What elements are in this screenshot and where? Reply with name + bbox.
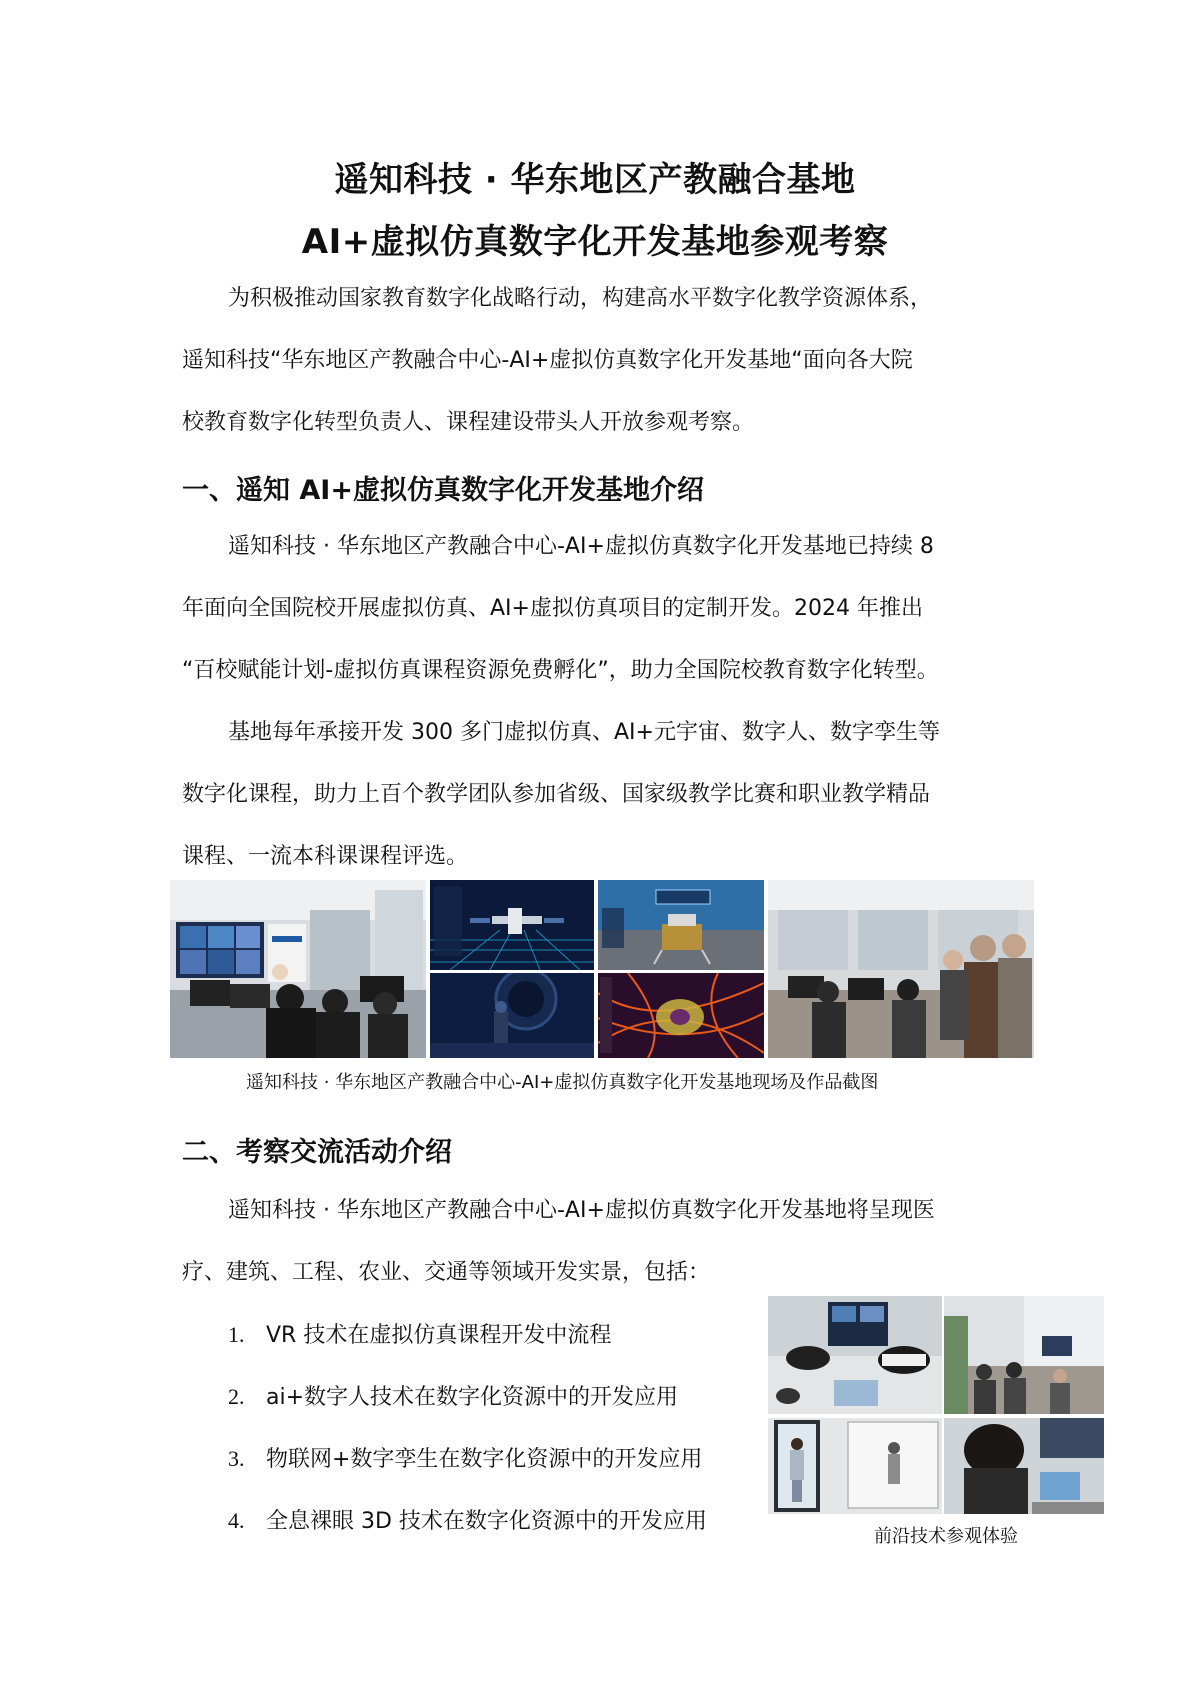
photo-caption-section1: 遥知科技 · 华东地区产教融合中心-AI+虚拟仿真数字化开发基地现场及作品截图 [246, 1072, 879, 1093]
list-text: ai+数字人技术在数字化资源中的开发应用 [266, 1385, 679, 1410]
space-station-render [430, 880, 594, 970]
page-title-line1: 遥知科技 · 华东地区产教融合基地 [334, 160, 856, 200]
section1-para1-line1: 遥知科技 · 华东地区产教融合中心-AI+虚拟仿真数字化开发基地已持续 8 [228, 534, 934, 559]
list-item-3 [228, 1442, 702, 1473]
vr-headsets-photo [768, 1296, 942, 1414]
section2-para-line2: 疗、建筑、工程、农业、交通等领域开发实景，包括： [182, 1260, 711, 1285]
section1-para1-line2: 年面向全国院校开展虚拟仿真、AI+虚拟仿真项目的定制开发。2024 年推出 [182, 596, 923, 621]
section1-para2-line1: 基地每年承接开发 300 多门虚拟仿真、AI+元宇宙、数字人、数字孪生等 [228, 720, 940, 745]
section1-para2-line3: 课程、一流本科课课程评选。 [182, 844, 469, 869]
photo-caption-section2: 前沿技术参观体验 [874, 1526, 1018, 1547]
digital-human-photo [768, 1418, 942, 1514]
list-number: 4. [228, 1508, 245, 1533]
list-text: 全息裸眼 3D 技术在数字化资源中的开发应用 [266, 1509, 707, 1534]
section1-heading: 一、遥知 AI+虚拟仿真数字化开发基地介绍 [182, 475, 704, 506]
visitors-photo [768, 880, 1034, 1058]
section1-para2-line2: 数字化课程，助力上百个教学团队参加省级、国家级教学比赛和职业教学精品 [182, 782, 931, 807]
hands-on-photo [944, 1418, 1104, 1514]
list-item-2 [228, 1380, 678, 1411]
intro-line-3: 校教育数字化转型负责人、课程建设带头人开放参观考察。 [182, 410, 755, 435]
cell-structure-render [598, 973, 764, 1058]
list-item-1 [228, 1318, 611, 1349]
page-title-line2: AI+虚拟仿真数字化开发基地参观考察 [301, 222, 889, 262]
lunar-lander-render [598, 880, 764, 970]
list-number: 1. [228, 1322, 245, 1347]
intro-line-2: 遥知科技“华东地区产教融合中心-AI+虚拟仿真数字化开发基地“面向各大院 [182, 348, 913, 373]
section1-para1-line3: “百校赋能计划-虚拟仿真课程资源免费孵化”，助力全国院校教育数字化转型。 [182, 658, 939, 683]
list-number: 2. [228, 1384, 245, 1409]
section2-para-line1: 遥知科技 · 华东地区产教融合中心-AI+虚拟仿真数字化开发基地将呈现医 [228, 1198, 935, 1223]
list-number: 3. [228, 1446, 245, 1471]
office-photo [170, 880, 426, 1058]
room-visit-photo [944, 1296, 1104, 1414]
dark-scene-render [430, 973, 594, 1058]
intro-line-1: 为积极推动国家教育数字化战略行动，构建高水平数字化教学资源体系， [228, 286, 933, 311]
section2-heading: 二、考察交流活动介绍 [182, 1137, 452, 1168]
list-item-4 [228, 1504, 707, 1535]
list-text: VR 技术在虚拟仿真课程开发中流程 [266, 1323, 612, 1348]
list-text: 物联网+数字孪生在数字化资源中的开发应用 [266, 1447, 703, 1472]
